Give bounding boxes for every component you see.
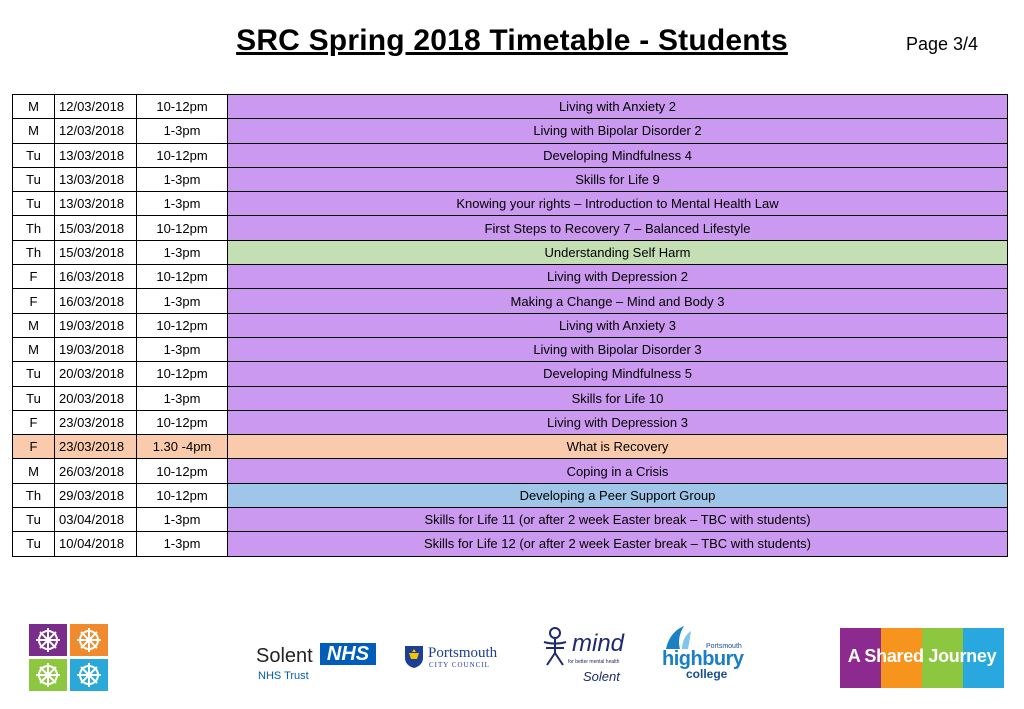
cell-session: What is Recovery <box>228 435 1008 459</box>
cell-date: 15/03/2018 <box>55 240 137 264</box>
table-row <box>13 240 1008 264</box>
cell-date: 13/03/2018 <box>55 192 137 216</box>
table-row <box>13 216 1008 240</box>
cell-day: M <box>13 459 55 483</box>
cell-time: 1-3pm <box>137 192 228 216</box>
cell-session: Skills for Life 9 <box>228 167 1008 191</box>
solent-logo-name: Solent <box>256 645 313 667</box>
cell-day: F <box>13 435 55 459</box>
table-row <box>13 508 1008 532</box>
cell-session: Coping in a Crisis <box>228 459 1008 483</box>
cell-time: 10-12pm <box>137 459 228 483</box>
cell-session: Skills for Life 11 (or after 2 week Easter break – TBC with students) <box>228 508 1008 532</box>
table-row <box>13 192 1008 216</box>
cell-date: 20/03/2018 <box>55 362 137 386</box>
cell-session: Living with Depression 3 <box>228 410 1008 434</box>
cell-date: 03/04/2018 <box>55 508 137 532</box>
cell-time: 1-3pm <box>137 289 228 313</box>
cell-date: 16/03/2018 <box>55 265 137 289</box>
cell-session: Developing Mindfulness 4 <box>228 143 1008 167</box>
cell-time: 10-12pm <box>137 216 228 240</box>
cell-session: Skills for Life 10 <box>228 386 1008 410</box>
cell-time: 1-3pm <box>137 337 228 361</box>
cell-date: 20/03/2018 <box>55 386 137 410</box>
cell-time: 1.30 -4pm <box>137 435 228 459</box>
cell-day: Th <box>13 240 55 264</box>
cell-date: 23/03/2018 <box>55 410 137 434</box>
cell-date: 19/03/2018 <box>55 337 137 361</box>
cell-time: 1-3pm <box>137 508 228 532</box>
highbury-logo-sub: college <box>686 667 728 681</box>
table-row <box>13 386 1008 410</box>
cell-session: Living with Bipolar Disorder 2 <box>228 119 1008 143</box>
cell-time: 10-12pm <box>137 313 228 337</box>
cell-date: 26/03/2018 <box>55 459 137 483</box>
cell-date: 16/03/2018 <box>55 289 137 313</box>
table-row <box>13 95 1008 119</box>
table-row <box>13 265 1008 289</box>
mind-logo-tag: for better mental health <box>568 659 620 665</box>
cell-time: 10-12pm <box>137 265 228 289</box>
portsmouth-line2: CITY COUNCIL <box>429 661 490 669</box>
cell-time: 1-3pm <box>137 167 228 191</box>
cell-session: Living with Bipolar Disorder 3 <box>228 337 1008 361</box>
table-row <box>13 143 1008 167</box>
cell-day: Tu <box>13 192 55 216</box>
cell-day: Tu <box>13 143 55 167</box>
cell-session: Making a Change – Mind and Body 3 <box>228 289 1008 313</box>
highbury-logo-top: Portsmouth <box>706 643 742 650</box>
cell-time: 1-3pm <box>137 240 228 264</box>
timetable-body <box>13 95 1008 557</box>
highbury-logo-name: highbury <box>662 648 744 670</box>
cell-day: M <box>13 119 55 143</box>
cell-day: M <box>13 313 55 337</box>
cell-time: 10-12pm <box>137 362 228 386</box>
timetable <box>12 94 1008 557</box>
cell-date: 29/03/2018 <box>55 483 137 507</box>
cell-session: Developing a Peer Support Group <box>228 483 1008 507</box>
cell-time: 10-12pm <box>137 143 228 167</box>
table-row <box>13 459 1008 483</box>
page-title: SRC Spring 2018 Timetable - Students <box>236 24 788 57</box>
cell-session: Living with Anxiety 3 <box>228 313 1008 337</box>
cell-session: Living with Anxiety 2 <box>228 95 1008 119</box>
mind-figure-icon <box>540 626 570 668</box>
portsmouth-crest-icon <box>404 645 424 669</box>
cell-day: F <box>13 410 55 434</box>
portsmouth-line1: Portsmouth <box>428 645 498 661</box>
cell-date: 13/03/2018 <box>55 143 137 167</box>
cell-time: 1-3pm <box>137 386 228 410</box>
cell-date: 12/03/2018 <box>55 95 137 119</box>
table-row <box>13 313 1008 337</box>
cell-day: F <box>13 289 55 313</box>
nhs-badge: NHS <box>320 643 376 665</box>
shared-journey-text: A Shared Journey <box>847 646 997 666</box>
cell-date: 23/03/2018 <box>55 435 137 459</box>
cell-day: M <box>13 337 55 361</box>
cell-day: Th <box>13 216 55 240</box>
cell-date: 15/03/2018 <box>55 216 137 240</box>
page-number: Page 3/4 <box>906 34 979 54</box>
table-row <box>13 167 1008 191</box>
cell-day: Tu <box>13 508 55 532</box>
cell-date: 12/03/2018 <box>55 119 137 143</box>
table-row <box>13 435 1008 459</box>
cell-date: 13/03/2018 <box>55 167 137 191</box>
cell-time: 10-12pm <box>137 410 228 434</box>
cell-day: Tu <box>13 386 55 410</box>
cell-time: 10-12pm <box>137 483 228 507</box>
cell-time: 10-12pm <box>137 95 228 119</box>
src-logo <box>28 623 110 693</box>
cell-session: Living with Depression 2 <box>228 265 1008 289</box>
cell-time: 1-3pm <box>137 532 228 556</box>
cell-date: 19/03/2018 <box>55 313 137 337</box>
cell-day: Th <box>13 483 55 507</box>
cell-day: Tu <box>13 532 55 556</box>
mind-logo-sub: Solent <box>583 669 620 684</box>
table-row <box>13 362 1008 386</box>
table-row <box>13 532 1008 556</box>
table-row <box>13 337 1008 361</box>
cell-session: Skills for Life 12 (or after 2 week Easter break – TBC with students) <box>228 532 1008 556</box>
cell-date: 10/04/2018 <box>55 532 137 556</box>
table-row <box>13 119 1008 143</box>
cell-time: 1-3pm <box>137 119 228 143</box>
cell-day: Tu <box>13 362 55 386</box>
table-row <box>13 289 1008 313</box>
cell-day: M <box>13 95 55 119</box>
shared-journey-logo <box>840 628 1004 688</box>
mind-logo-name: mind <box>572 630 625 657</box>
table-row <box>13 483 1008 507</box>
solent-logo-sub: NHS Trust <box>258 670 309 682</box>
cell-session: Knowing your rights – Introduction to Mental Health Law <box>228 192 1008 216</box>
cell-day: F <box>13 265 55 289</box>
cell-session: First Steps to Recovery 7 – Balanced Lifestyle <box>228 216 1008 240</box>
cell-session: Understanding Self Harm <box>228 240 1008 264</box>
cell-session: Developing Mindfulness 5 <box>228 362 1008 386</box>
table-row <box>13 410 1008 434</box>
cell-day: Tu <box>13 167 55 191</box>
